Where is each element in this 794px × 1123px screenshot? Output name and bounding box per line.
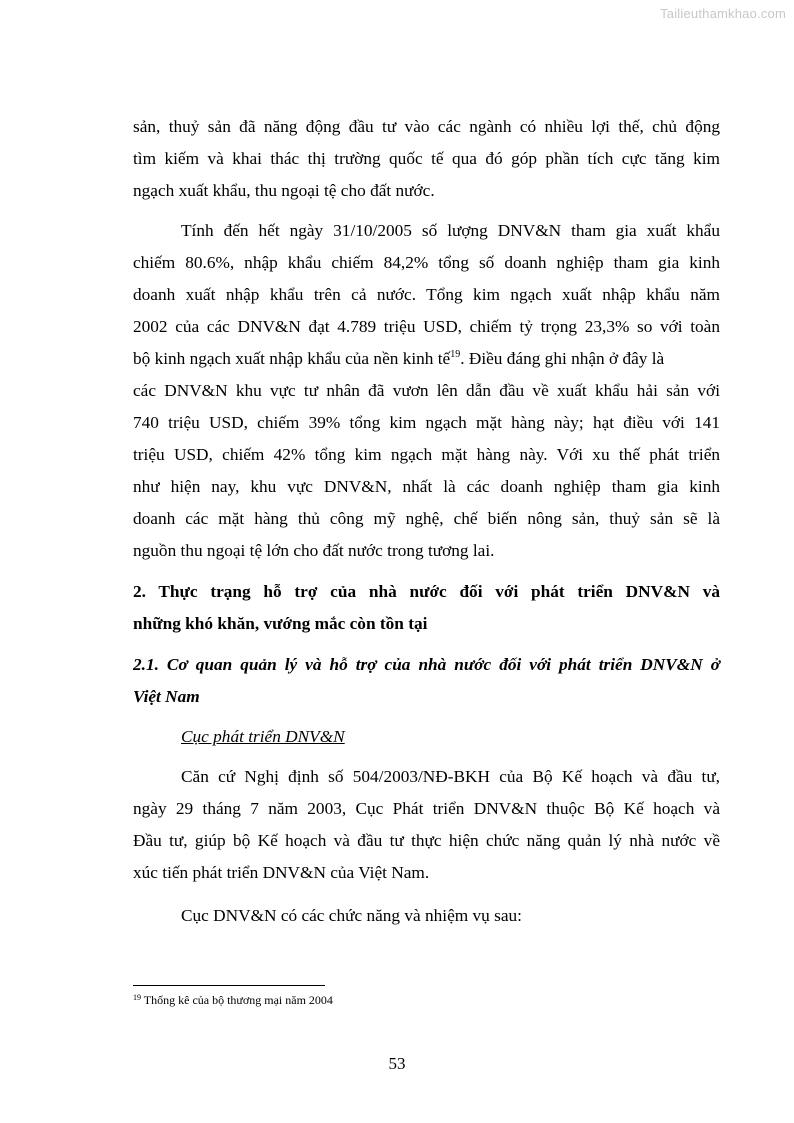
heading-line: Việt Nam [133, 687, 200, 706]
heading-line: những khó khăn, vướng mắc còn tồn tại [133, 614, 428, 633]
text-line: Tính đến hết ngày 31/10/2005 số lượng DNV&N tham gia xuất khẩu [181, 221, 720, 240]
text-line: Đầu tư, giúp bộ Kế hoạch và đầu tư thực hiện chức năng quản lý nhà nước về [133, 831, 720, 850]
text-line: chiếm 80.6%, nhập khẩu chiếm 84,2% tổng số doanh nghiệp tham gia kinh [133, 253, 720, 272]
text-segment: bộ kinh ngạch xuất nhập khẩu của nền kinh tế [133, 349, 451, 368]
heading-line: 2. Thực trạng hỗ trợ của nhà nước đối với phát triển DNV&N và [133, 582, 720, 601]
text-line: xúc tiến phát triển DNV&N của Việt Nam. [133, 863, 430, 882]
footnote-number: 19 [133, 993, 141, 1002]
paragraph-functions-intro: Cục DNV&N có các chức năng và nhiệm vụ sau: [181, 906, 522, 925]
watermark: Tailieuthamkhao.com [660, 6, 786, 21]
text-line: Căn cứ Nghị định số 504/2003/NĐ-BKH của Bộ Kế hoạch và đầu tư, [181, 767, 720, 786]
text-line: nguồn thu ngoại tệ lớn cho đất nước trong tương lai. [133, 541, 495, 560]
text-line-with-footnote [133, 349, 720, 369]
text-line: triệu USD, chiếm 42% tổng kim ngạch mặt hàng này. Với xu thế phát triển [133, 445, 720, 464]
text-line: 740 triệu USD, chiếm 39% tổng kim ngạch mặt hàng này; hạt điều với 141 [133, 413, 720, 432]
text-line: sản, thuỷ sản đã năng động đầu tư vào các ngành có nhiều lợi thế, chủ động [133, 117, 720, 136]
text-line: như hiện nay, khu vực DNV&N, nhất là các doanh nghiệp tham gia kinh [133, 477, 720, 496]
text-line: ngạch xuất khẩu, thu ngoại tệ cho đất nước. [133, 181, 435, 200]
text-line: ngày 29 tháng 7 năm 2003, Cục Phát triển DNV&N thuộc Bộ Kế hoạch và [133, 799, 720, 818]
text-line: 2002 của các DNV&N đạt 4.789 triệu USD, chiếm tỷ trọng 23,3% so với toàn [133, 317, 720, 336]
subheading: Cục phát triển DNV&N [181, 727, 345, 746]
text-line: tìm kiếm và khai thác thị trường quốc tế qua đó góp phần tích cực tăng kim [133, 149, 720, 168]
text-segment: . Điều đáng ghi nhận ở đây là [460, 349, 665, 368]
footnote-reference[interactable]: 19 [450, 349, 461, 360]
text-line: các DNV&N khu vực tư nhân đã vươn lên dẫn đầu về xuất khẩu hải sản với [133, 381, 720, 400]
heading-line: 2.1. Cơ quan quản lý và hỗ trợ của nhà nước đối với phát triển DNV&N ở [133, 655, 720, 674]
footnote [133, 993, 333, 1007]
text-line: doanh các mặt hàng thủ công mỹ nghệ, chế biến nông sản, thuỷ sản sẽ là [133, 509, 720, 528]
page-number: 53 [388, 1054, 406, 1073]
footnote-text: Thống kê của bộ thương mại năm 2004 [141, 993, 333, 1007]
footnote-divider [133, 985, 325, 986]
text-line: doanh xuất nhập khẩu trên cả nước. Tổng kim ngạch xuất nhập khẩu năm [133, 285, 720, 304]
